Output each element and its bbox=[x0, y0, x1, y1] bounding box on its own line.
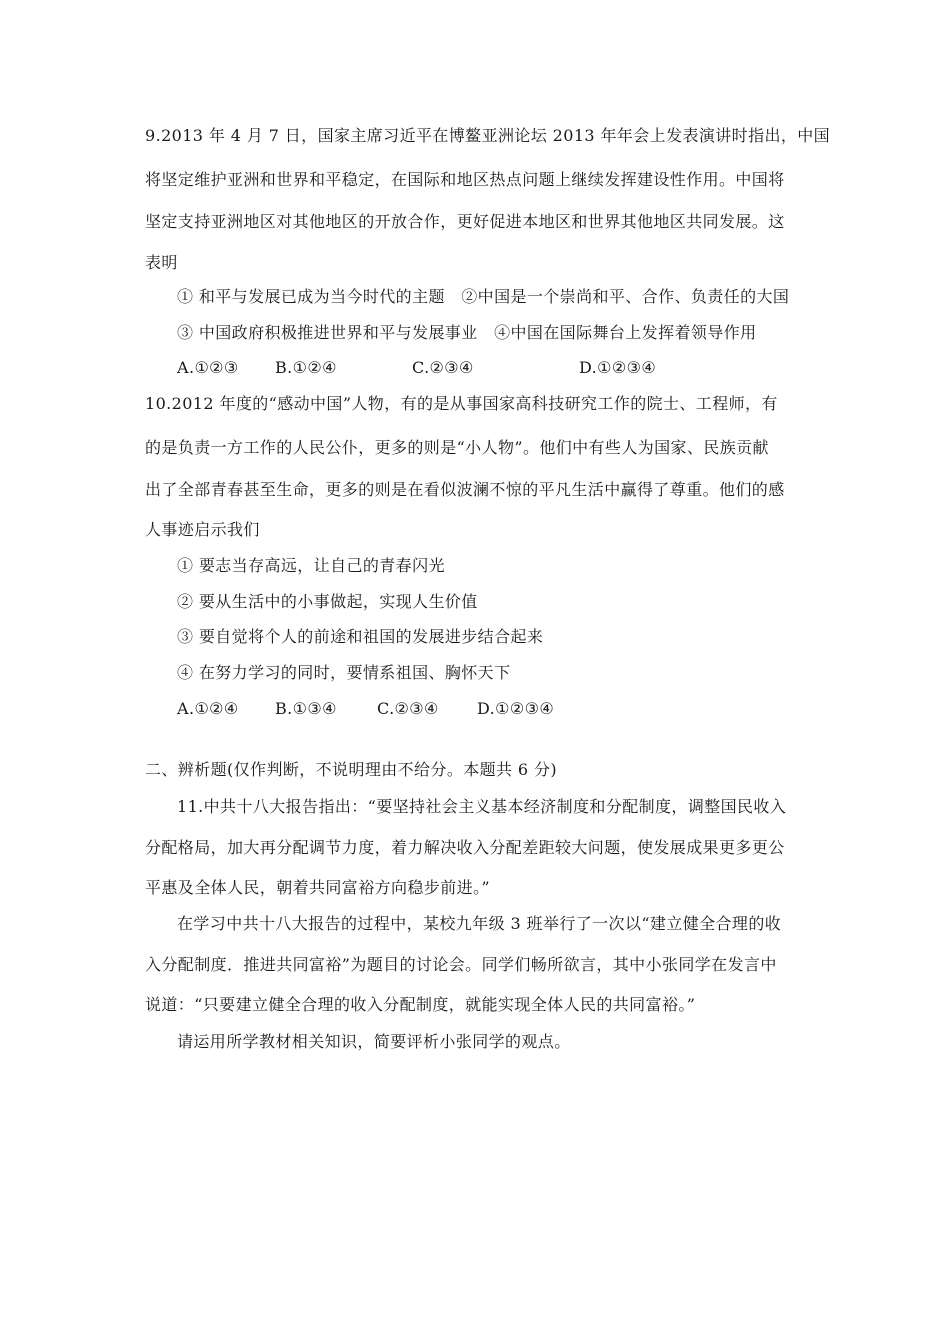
q11-para2-line-1: 在学习中共十八大报告的过程中，某校九年级 3 班举行了一次以“建立健全合理的收 bbox=[177, 914, 782, 933]
q10-option-d: D.①②③④ bbox=[477, 699, 555, 718]
q10-stem-line-3: 出了全部青春甚至生命，更多的则是在看似波澜不惊的平凡生活中赢得了尊重。他们的感 bbox=[145, 480, 785, 499]
q9-option-b: B.①②④ bbox=[275, 358, 337, 377]
q11-para2-line-2: 入分配制度．推进共同富裕”为题目的讨论会。同学们畅所欲言，其中小张同学在发言中 bbox=[145, 955, 777, 974]
q10-option-b: B.①③④ bbox=[275, 699, 337, 718]
q9-stem-line-1: 9.2013 年 4 月 7 日，国家主席习近平在博鳌亚洲论坛 2013 年年会上发表演讲时指出，中国 bbox=[145, 126, 831, 145]
q11-para2-line-3: 说道：“只要建立健全合理的收入分配制度，就能实现全体人民的共同富裕。” bbox=[145, 995, 696, 1014]
q10-stem-line-1: 10.2012 年度的“感动中国”人物，有的是从事国家高科技研究工作的院士、工程师，有 bbox=[145, 394, 778, 413]
q10-statement-4: ④ 在努力学习的同时，要情系祖国、胸怀天下 bbox=[177, 663, 511, 682]
q9-stem-line-4: 表明 bbox=[145, 253, 178, 272]
q11-para1-line-2: 分配格局，加大再分配调节力度，着力解决收入分配差距较大问题，使发展成果更多更公 bbox=[145, 838, 785, 857]
q9-option-c: C.②③④ bbox=[412, 358, 474, 377]
q9-statement-1: ① 和平与发展已成为当今时代的主题 ②中国是一个崇尚和平、合作、负责任的大国 bbox=[177, 287, 790, 306]
q10-option-c: C.②③④ bbox=[377, 699, 439, 718]
q9-option-d: D.①②③④ bbox=[579, 358, 657, 377]
q9-stem-line-2: 将坚定维护亚洲和世界和平稳定，在国际和地区热点问题上继续发挥建设性作用。中国将 bbox=[145, 170, 785, 189]
q10-statement-3: ③ 要自觉将个人的前途和祖国的发展进步结合起来 bbox=[177, 627, 544, 646]
q10-stem-line-4: 人事迹启示我们 bbox=[145, 520, 260, 539]
q11-para1-line-3: 平惠及全体人民，朝着共同富裕方向稳步前进。” bbox=[145, 878, 490, 897]
q9-option-a: A.①②③ bbox=[177, 358, 239, 377]
q9-stem-line-3: 坚定支持亚洲地区对其他地区的开放合作，更好促进本地区和世界其他地区共同发展。这 bbox=[145, 212, 785, 231]
q10-statement-2: ② 要从生活中的小事做起，实现人生价值 bbox=[177, 592, 478, 611]
q11-prompt: 请运用所学教材相关知识，简要评析小张同学的观点。 bbox=[177, 1032, 571, 1051]
section-2-heading: 二、辨析题(仅作判断，不说明理由不给分。本题共 6 分) bbox=[145, 760, 558, 779]
q10-option-a: A.①②④ bbox=[177, 699, 239, 718]
q10-stem-line-2: 的是负责一方工作的人民公仆，更多的则是“小人物”。他们中有些人为国家、民族贡献 bbox=[145, 438, 769, 457]
q10-statement-1: ① 要志当存高远，让自己的青春闪光 bbox=[177, 556, 445, 575]
q9-statement-2: ③ 中国政府积极推进世界和平与发展事业 ④中国在国际舞台上发挥着领导作用 bbox=[177, 323, 757, 342]
q11-para1-line-1: 11.中共十八大报告指出：“要坚持社会主义基本经济制度和分配制度，调整国民收入 bbox=[177, 797, 787, 816]
